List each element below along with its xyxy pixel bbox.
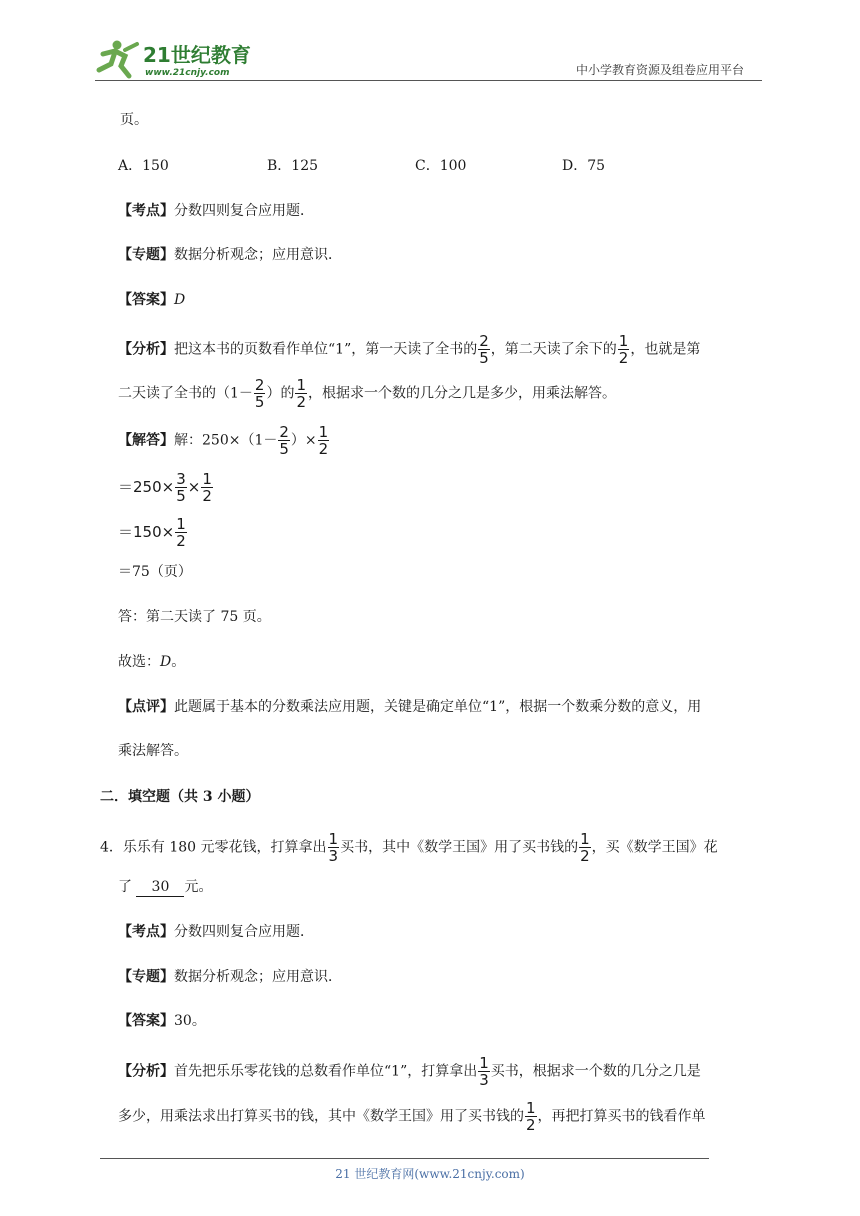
section-title: 二．填空题（共 3 小题）	[100, 789, 260, 805]
q4-kaodian: 【考点】分数四则复合应用题．	[118, 924, 314, 940]
footer-divider	[100, 1158, 709, 1159]
q3-fenxi-line2: 二天读了全书的（1－ $\frac{2}{5}$ ）的 $\frac{1}{2}$ ，根据求一个数的几分之几是多少，用乘法解答。	[118, 376, 617, 411]
answer-blank: 30	[136, 878, 184, 897]
logo	[95, 36, 265, 82]
q4-fenxi-line1: 【分析】首先把乐乐零花钱的总数看作单位“1”，打算拿出 $\frac{1}{3}$ 买书，根据求一个数的几分之几是	[118, 1054, 701, 1089]
fraction: $\frac{2}{5}$	[479, 332, 489, 367]
q3-fenxi-line1: 【分析】把这本书的页数看作单位“1”，第一天读了全书的 $\frac{2}{5}$ ，第二天读了余下的 $\frac{1}{2}$ ，也就是第	[118, 332, 701, 367]
fraction: $\frac{1}{2}$	[176, 515, 186, 550]
fraction: $\frac{1}{3}$	[479, 1054, 489, 1089]
q3-dianping-line2: 乘法解答。	[118, 743, 188, 759]
q3-step1: ＝250× $\frac{3}{5}$ × $\frac{1}{2}$	[118, 470, 212, 505]
header-platform-text: 中小学教育资源及组卷应用平台	[576, 63, 745, 77]
runner-icon	[99, 41, 137, 77]
fraction: $\frac{1}{2}$	[618, 332, 629, 367]
fraction: $\frac{1}{2}$	[318, 423, 329, 458]
logo-sub-text: www.21cnjy.com	[145, 68, 230, 78]
q3-option-a: A．150	[118, 158, 169, 174]
q4-stem-line2: 了 30 元。	[118, 879, 213, 895]
header-divider	[95, 80, 762, 81]
q4-stem-line1: 4．乐乐有 180 元零花钱，打算拿出 $\frac{1}{3}$ 买书，其中《数学王国》用了买书钱的 $\frac{1}{2}$ ，买《数学王国》花	[100, 830, 718, 865]
q3-kaodian: 【考点】分数四则复合应用题．	[118, 203, 314, 219]
q4-daan: 【答案】30。	[118, 1013, 206, 1029]
q4-zhuanti: 【专题】数据分析观念；应用意识．	[118, 969, 342, 985]
fraction: $\frac{1}{2}$	[296, 376, 307, 411]
fraction: $\frac{1}{2}$	[526, 1099, 536, 1134]
q3-step3: ＝75（页）	[118, 564, 192, 580]
q3-step2: ＝150× $\frac{1}{2}$	[118, 515, 186, 550]
q4-fenxi-line2: 多少，用乘法求出打算买书的钱，其中《数学王国》用了买书钱的 $\frac{1}{2}$ ，再把打算买书的钱看作单	[118, 1099, 706, 1134]
q3-option-d: D．75	[562, 158, 606, 174]
q3-answer: 答：第二天读了 75 页。	[118, 609, 271, 625]
q3-dianping-line1: 【点评】此题属于基本的分数乘法应用题，关键是确定单位“1”，根据一个数乘分数的意义，用	[118, 699, 702, 715]
q3-option-b: B．125	[267, 158, 319, 174]
logo-main-text: 21世纪教育	[143, 43, 251, 67]
q3-choose: 故选：D。	[118, 654, 186, 670]
fraction: $\frac{1}{2}$	[202, 470, 212, 505]
q3-tail: 页。	[120, 112, 148, 128]
q3-option-c: C．100	[415, 158, 467, 174]
fraction: $\frac{1}{2}$	[580, 830, 590, 865]
fraction: $\frac{3}{5}$	[176, 470, 186, 505]
q3-jieda-line: 【解答】解：250×（1－ $\frac{2}{5}$ ）× $\frac{1}{2}$	[118, 423, 329, 458]
q3-zhuanti: 【专题】数据分析观念；应用意识．	[118, 247, 342, 263]
fraction: $\frac{2}{5}$	[254, 376, 265, 411]
footer-text: 21 世纪教育网(www.21cnjy.com)	[335, 1167, 525, 1181]
q3-daan: 【答案】D	[118, 292, 186, 308]
fraction: $\frac{1}{3}$	[328, 830, 339, 865]
fraction: $\frac{2}{5}$	[279, 423, 289, 458]
